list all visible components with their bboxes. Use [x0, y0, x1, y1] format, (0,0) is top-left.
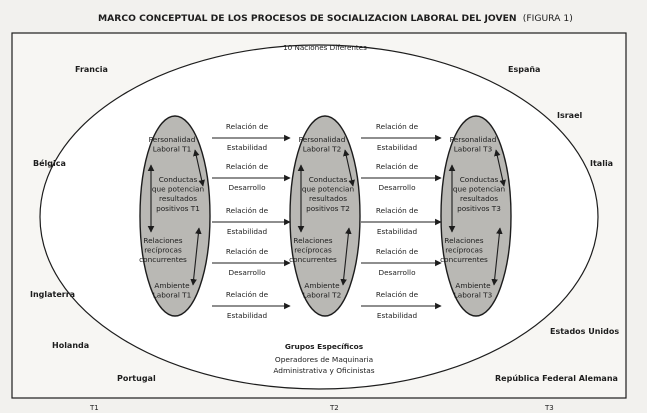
country-belgica: Bélgica: [33, 159, 66, 168]
phase-3-personality-line-1: Personalidad: [449, 135, 497, 144]
link-label-2-4-line-1: Relación de: [375, 247, 419, 256]
phase-3-relations-line-2: recíprocas: [445, 245, 483, 255]
phase-1-personality-line-2: Laboral T1: [152, 144, 192, 154]
phase-3-environment-line-2: Laboral T3: [453, 290, 493, 300]
link-label-1-4-line-1: Relación de: [225, 247, 269, 256]
phase-2-behaviors-line-2: que potencian: [301, 184, 355, 194]
phase-3-behaviors-line-2: que potencian: [452, 184, 506, 194]
phase-2-behaviors-line-4: positivos T2: [306, 203, 350, 213]
phase-2-environment-line-1: Ambiente: [304, 281, 340, 290]
groups-heading: Grupos Específicos: [284, 342, 364, 351]
link-label-2-5-line-2: Estabilidad: [376, 311, 418, 320]
link-label-2-2-line-2: Desarrollo: [378, 183, 416, 192]
phase-1-behaviors-line-3: resultados: [158, 194, 198, 204]
phase-2-personality-line-1: Personalidad: [298, 135, 346, 144]
phase-2-personality-line-2: Laboral T2: [302, 144, 342, 154]
country-espana: España: [508, 65, 541, 74]
foot-label-t1: T1: [90, 404, 99, 412]
phase-3-behaviors-line-1: Conductas: [459, 175, 499, 184]
link-label-2-3-line-1: Relación de: [375, 206, 419, 215]
country-francia: Francia: [75, 65, 108, 74]
nations-caption: 10 Naciones Diferentes: [283, 43, 367, 52]
groups-line-2: Administrativa y Oficinistas: [273, 366, 375, 375]
phase-3-behaviors-line-3: resultados: [459, 194, 499, 204]
phase-1-behaviors-line-2: que potencian: [151, 184, 205, 194]
phase-3-personality-line-2: Laboral T3: [453, 144, 493, 154]
phase-1-behaviors-line-1: Conductas: [158, 175, 198, 184]
phase-2-relations-line-3: concurrentes: [289, 255, 337, 265]
country-inglaterra: Inglaterra: [30, 290, 76, 299]
phase-3-relations-line-3: concurrentes: [440, 255, 488, 265]
link-label-1-2-line-1: Relación de: [225, 162, 269, 171]
link-label-2-3-line-2: Estabilidad: [376, 227, 418, 236]
phase-3-relations-line-1: Relaciones: [444, 236, 484, 245]
link-label-1-5-line-1: Relación de: [225, 290, 269, 299]
country-rfa: República Federal Alemana: [495, 374, 618, 383]
link-label-1-1-line-2: Estabilidad: [226, 143, 268, 152]
figure-title: MARCO CONCEPTUAL DE LOS PROCESOS DE SOCIALIZACION LABORAL DEL JOVEN (FIGURA 1): [98, 13, 573, 24]
link-label-2-1-line-2: Estabilidad: [376, 143, 418, 152]
phase-1-relations-line-3: concurrentes: [139, 255, 187, 265]
country-israel: Israel: [557, 111, 583, 120]
country-italia: Italia: [590, 159, 614, 168]
link-label-1-1-line-1: Relación de: [225, 122, 269, 131]
groups-line-1: Operadores de Maquinaria: [274, 355, 374, 364]
link-label-1-5-line-2: Estabilidad: [226, 311, 268, 320]
link-label-1-2-line-2: Desarrollo: [228, 183, 266, 192]
phase-1-environment-line-2: Laboral T1: [152, 290, 192, 300]
link-label-2-5-line-1: Relación de: [375, 290, 419, 299]
link-label-1-3-line-2: Estabilidad: [226, 227, 268, 236]
country-portugal: Portugal: [117, 374, 156, 383]
foot-label-t3: T3: [545, 404, 554, 412]
link-label-2-2-line-1: Relación de: [375, 162, 419, 171]
foot-label-t2: T2: [330, 404, 339, 412]
phase-1-personality-line-1: Personalidad: [148, 135, 196, 144]
phase-2-behaviors-line-3: resultados: [308, 194, 348, 204]
link-label-1-3-line-1: Relación de: [225, 206, 269, 215]
phase-1-behaviors-line-4: positivos T1: [156, 203, 200, 213]
phase-3-environment-line-1: Ambiente: [455, 281, 491, 290]
phase-1-relations-line-2: recíprocas: [144, 245, 182, 255]
phase-1-environment-line-1: Ambiente: [154, 281, 190, 290]
phase-2-environment-line-2: Laboral T2: [302, 290, 342, 300]
link-label-1-4-line-2: Desarrollo: [228, 268, 266, 277]
link-label-2-1-line-1: Relación de: [375, 122, 419, 131]
country-holanda: Holanda: [52, 341, 90, 350]
phase-2-relations-line-1: Relaciones: [293, 236, 333, 245]
country-estados-unidos: Estados Unidos: [550, 327, 620, 336]
phase-1-relations-line-1: Relaciones: [143, 236, 183, 245]
link-label-2-4-line-2: Desarrollo: [378, 268, 416, 277]
phase-3-behaviors-line-4: positivos T3: [457, 203, 501, 213]
phase-2-relations-line-2: recíprocas: [294, 245, 332, 255]
phase-2-behaviors-line-1: Conductas: [308, 175, 348, 184]
